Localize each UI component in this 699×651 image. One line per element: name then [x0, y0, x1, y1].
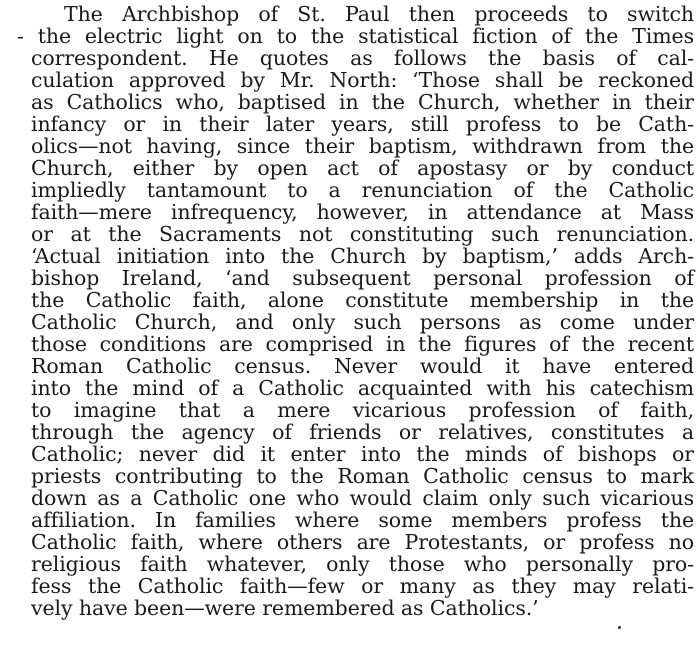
paragraph-line-4: culation approved by Mr. North: ‘Those shall be reckoned: [31, 68, 694, 92]
paragraph-line-20: through the agency of friends or relatives, constitutes a: [31, 420, 694, 444]
paragraph-line-22: priests contributing to the Roman Catholic census to mark: [31, 464, 694, 488]
paragraph-line-16: those conditions are comprised in the figures of the recent: [31, 332, 694, 356]
paragraph-line-1: The Archbishop of St. Paul then proceeds to switch: [64, 2, 694, 26]
paragraph-line-13: bishop Ireland, ‘and subsequent personal profession of: [31, 266, 694, 290]
paragraph-line-11: or at the Sacraments not constituting such renunciation.: [31, 222, 694, 246]
print-speck: [618, 626, 621, 629]
paragraph-line-8: Church, either by open act of apostasy or by conduct: [31, 156, 694, 180]
paragraph-line-26: religious faith whatever, only those who personally pro-: [31, 552, 694, 576]
paragraph-line-19: to imagine that a mere vicarious profession of faith,: [31, 398, 694, 422]
paragraph-line-2: - the electric light on to the statistical fiction of the Times: [17, 24, 694, 48]
paragraph-line-21: Catholic; never did it enter into the minds of bishops or: [31, 442, 694, 466]
paragraph-line-9: impliedly tantamount to a renunciation of the Catholic: [31, 178, 694, 202]
paragraph-line-15: Catholic Church, and only such persons as come under: [31, 310, 694, 334]
paragraph-line-25: Catholic faith, where others are Protestants, or profess no: [31, 530, 694, 554]
paragraph-line-10: faith—mere infrequency, however, in attendance at Mass: [31, 200, 694, 224]
paragraph-line-18: into the mind of a Catholic acquainted with his catechism: [31, 376, 694, 400]
paragraph-line-27: fess the Catholic faith—few or many as they may relati-: [31, 574, 694, 598]
paragraph-line-17: Roman Catholic census. Never would it have entered: [31, 354, 694, 378]
paragraph-line-14: the Catholic faith, alone constitute membership in the: [31, 288, 694, 312]
paragraph-line-6: infancy or in their later years, still profess to be Cath-: [31, 112, 694, 136]
paragraph-line-7: olics—not having, since their baptism, withdrawn from the: [31, 134, 694, 158]
paragraph-line-3: correspondent. He quotes as follows the basis of cal-: [31, 46, 694, 70]
paragraph-line-23: down as a Catholic one who would claim only such vicarious: [31, 486, 694, 510]
paragraph-line-24: affiliation. In families where some members profess the: [31, 508, 694, 532]
paragraph-line-12: ‘Actual initiation into the Church by baptism,’ adds Arch-: [31, 244, 694, 268]
paragraph-line-28: vely have been—were remembered as Catholics.’: [31, 596, 539, 620]
paragraph-line-5: as Catholics who, baptised in the Church, whether in their: [31, 90, 694, 114]
